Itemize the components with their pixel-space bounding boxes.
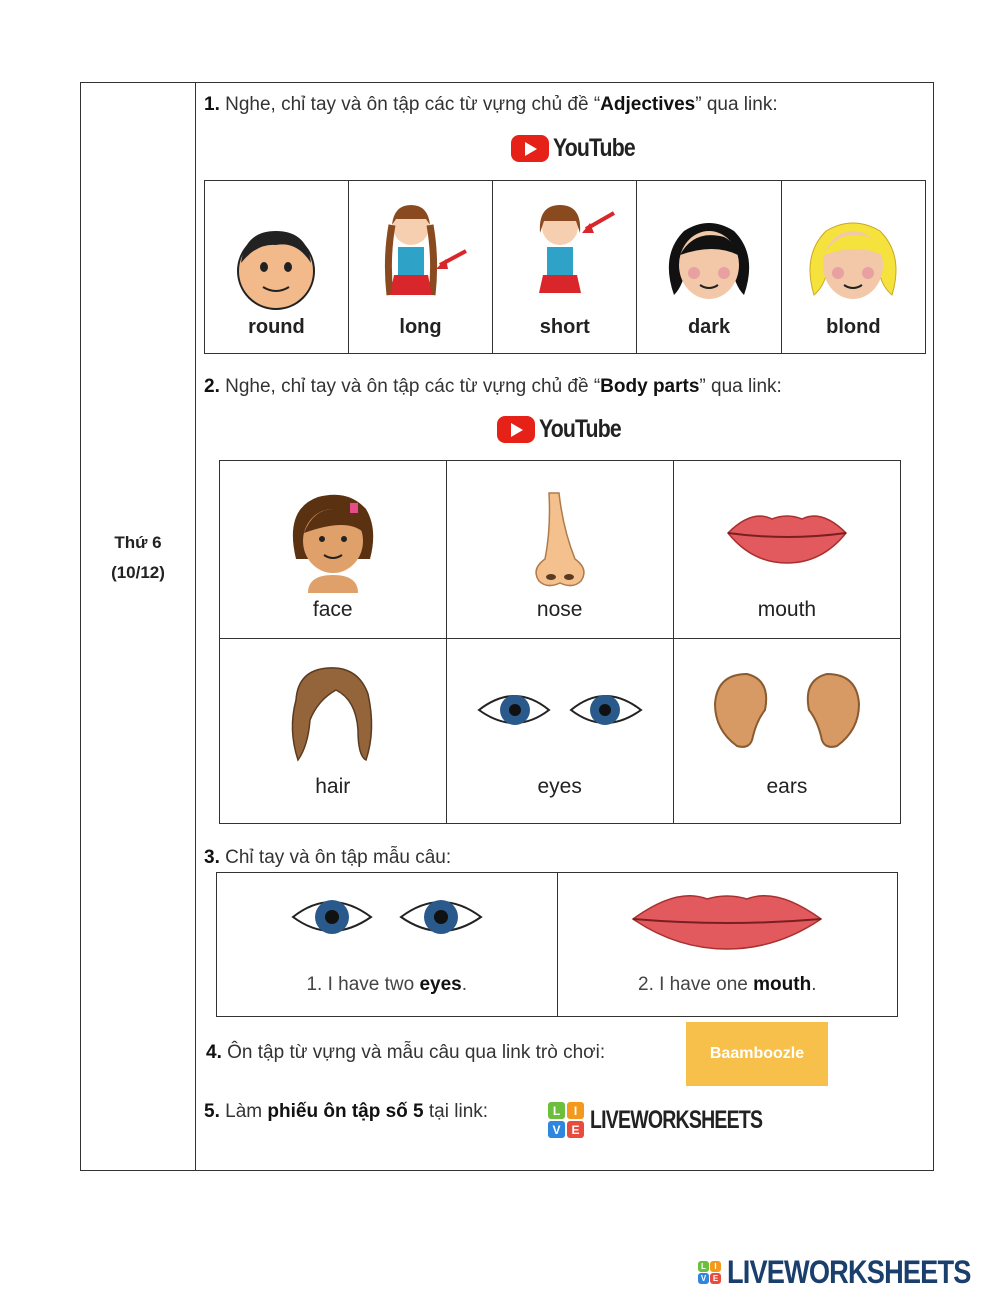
cell-sentence-2: [557, 873, 898, 1017]
cell-long: [348, 181, 492, 354]
adjectives-table: [204, 180, 926, 354]
day-label: Thứ 6 (10/12): [111, 533, 165, 582]
cell-sentence-1: [217, 873, 558, 1017]
section4-instruction: 4. Ôn tập từ vựng và mẫu câu qua link trò chơi:: [206, 1042, 606, 1063]
cell-blond: [781, 181, 925, 354]
baamboozle-button[interactable]: Baamboozle: [686, 1022, 828, 1086]
youtube-link-2[interactable]: YouTube: [497, 415, 635, 444]
word-mouth: mouth: [757, 598, 817, 621]
youtube-play-icon: [511, 135, 549, 162]
cell-nose: [446, 461, 673, 639]
liveworksheets-logo-icon: L I V E: [698, 1261, 721, 1284]
hair-icon: [278, 660, 388, 770]
mouth-icon: [627, 883, 827, 953]
word-nose: nose: [536, 598, 583, 621]
short-hair-girl-icon: [510, 199, 620, 311]
footer-logo: L I V E LIVEWORKSHEETS: [698, 1254, 1000, 1291]
sentence-table: [216, 872, 898, 1017]
ears-icon: [707, 670, 867, 750]
word-round: round: [248, 316, 305, 338]
section3-instruction: 3. Chỉ tay và ôn tập mẫu câu:: [204, 847, 452, 868]
liveworksheets-logo-icon: L I V E: [548, 1102, 584, 1138]
cell-face: [220, 461, 447, 639]
section1-instruction: 1. Nghe, chỉ tay và ôn tập các từ vựng chủ đề “Adjectives” qua link:: [204, 94, 778, 115]
face-icon: [278, 489, 388, 593]
blond-hair-face-icon: [798, 215, 908, 311]
youtube-link-1[interactable]: YouTube: [511, 134, 649, 163]
cell-round: [205, 181, 349, 354]
cell-short: [493, 181, 637, 354]
word-ears: ears: [766, 775, 808, 798]
word-hair: hair: [315, 775, 351, 798]
mouth-icon: [722, 503, 852, 573]
cell-mouth: [673, 461, 900, 639]
word-short: short: [539, 316, 590, 338]
cell-eyes: [446, 639, 673, 824]
eyes-icon: [287, 887, 487, 947]
sentence-1: 1. I have two eyes.: [306, 974, 468, 995]
cell-hair: [220, 639, 447, 824]
day-column: [80, 82, 196, 1171]
word-face: face: [312, 598, 353, 621]
sentence-2: 2. I have one mouth.: [638, 974, 817, 995]
word-dark: dark: [687, 316, 731, 338]
liveworksheets-link[interactable]: L I V E LIVEWORKSHEETS: [548, 1102, 811, 1138]
section2-instruction: 2. Nghe, chỉ tay và ôn tập các từ vựng chủ đề “Body parts” qua link:: [204, 376, 782, 397]
round-face-icon: [231, 219, 321, 311]
youtube-play-icon: [497, 416, 535, 443]
cell-ears: [673, 639, 900, 824]
body-parts-table: [219, 460, 901, 824]
word-blond: blond: [826, 316, 881, 338]
dark-hair-face-icon: [654, 215, 764, 311]
long-hair-girl-icon: [366, 199, 476, 311]
word-eyes: eyes: [537, 775, 582, 798]
eyes-icon: [475, 680, 645, 740]
nose-icon: [515, 489, 605, 593]
word-long: long: [399, 316, 442, 338]
section5-instruction: 5. Làm phiếu ôn tập số 5 tại link:: [204, 1101, 489, 1122]
cell-dark: [637, 181, 781, 354]
